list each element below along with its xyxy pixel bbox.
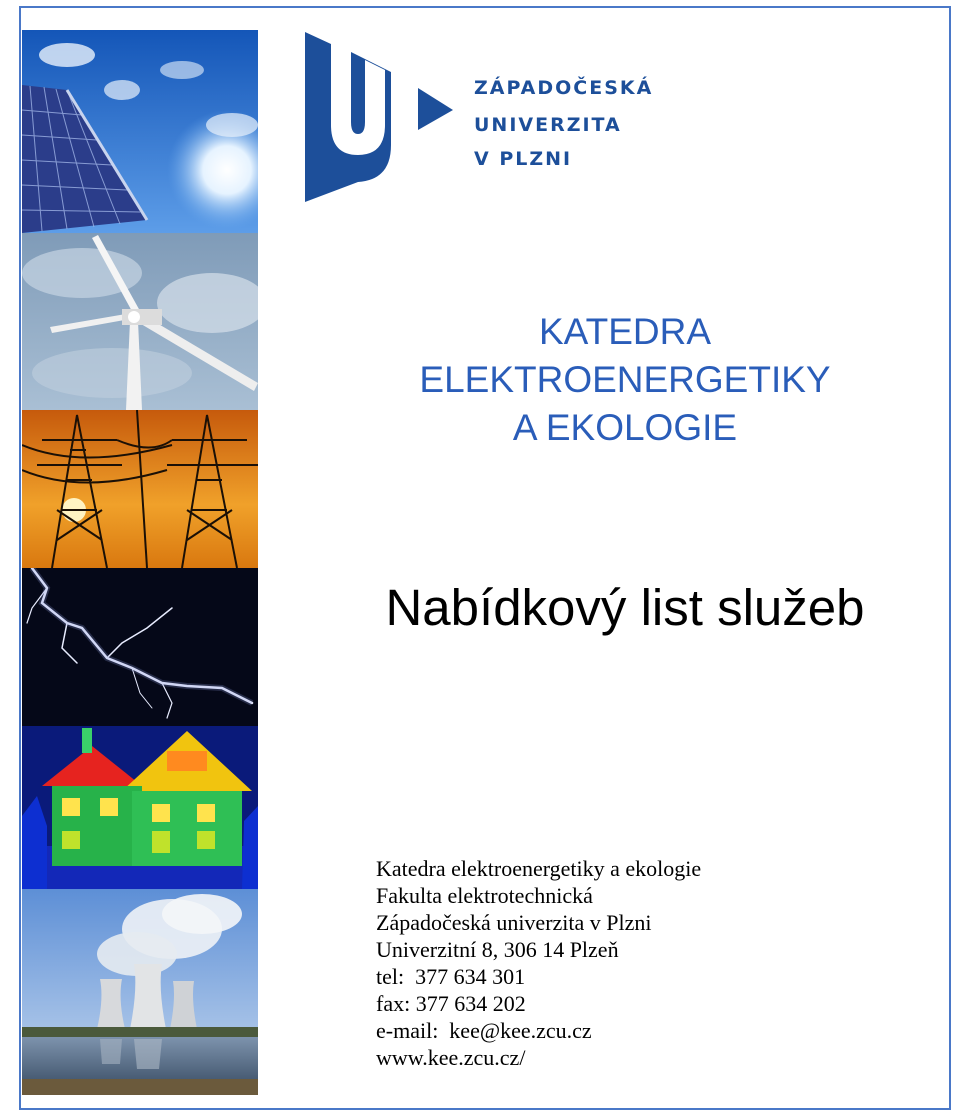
logo-line-3: V PLZNI (474, 148, 573, 170)
contact-web[interactable]: www.kee.zcu.cz/ (376, 1045, 526, 1070)
contact-block (376, 855, 701, 1071)
lightning-image (22, 568, 258, 726)
cooling-towers-image (22, 889, 258, 1095)
department-title (300, 308, 950, 452)
department-line-1: KATEDRA (538, 311, 711, 352)
contact-university: Západočeská univerzita v Plzni (376, 910, 652, 935)
contact-address: Univerzitní 8, 306 14 Plzeň (376, 937, 619, 962)
department-line-3: A EKOLOGIE (512, 407, 738, 448)
contact-fax: fax: 377 634 202 (376, 991, 526, 1016)
contact-department: Katedra elektroenergetiky a ekologie (376, 856, 702, 881)
logo-line-2: UNIVERZITA (474, 114, 622, 136)
university-logo (303, 30, 663, 205)
offer-title: Nabídkový list služeb (385, 579, 865, 636)
contact-email[interactable]: e-mail: kee@kee.zcu.cz (376, 1018, 592, 1043)
department-line-2: ELEKTROENERGETIKY (419, 359, 831, 400)
thermal-house-image (22, 726, 258, 889)
contact-faculty: Fakulta elektrotechnická (376, 883, 593, 908)
power-lines-sunset-image (22, 410, 258, 568)
solar-panel-image (22, 30, 258, 233)
logo-line-1: ZÁPADOČESKÁ (474, 77, 654, 99)
wind-turbine-image (22, 233, 258, 410)
contact-tel: tel: 377 634 301 (376, 964, 526, 989)
image-strip (22, 30, 258, 1095)
